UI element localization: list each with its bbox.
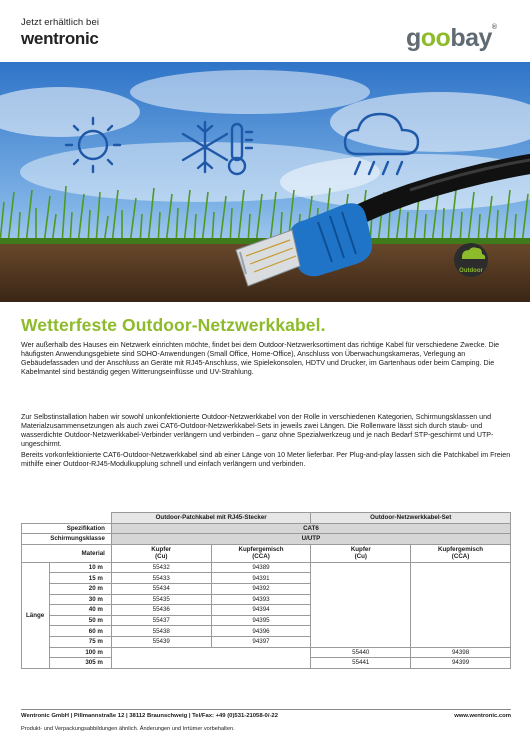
table-row: 305 m 55441 94399 (22, 658, 511, 669)
table-row: Länge 10 m 55432 94389 (22, 562, 511, 573)
material-cu-2: Kupfer (Cu) (311, 544, 411, 562)
availability-text: Jetzt erhältlich bei (21, 17, 100, 28)
table-row: 30 m 55435 94393 (22, 594, 511, 605)
goobay-logo: goobay® (406, 24, 497, 52)
col-header-patchkabel: Outdoor-Patchkabel mit RJ45-Stecker (111, 513, 311, 524)
table-row: 20 m 55434 94392 (22, 583, 511, 594)
intro-paragraph: Wer außerhalb des Hauses ein Netzwerk einrichten möchte, findet bei dem Outdoor-Netzwerksortiment das richtige Kabel für verschiedene Zwecke. Die häufigsten Anwendungsgebiete sind SOHO-Anwendungen (Small Office, Home-Office), Anschluss von Überwachungskameras, Verlegung an Gebäudefassaden und der Anschluss an Geräte mit RJ45-Anschluss, wie Spielekonsolen, HDTV und Drucker, im Gartenhaus oder beim Camping. Die Kabelmantel sind beständig gegen Witterungseinflüsse und UV-Strahlung. (21, 341, 500, 377)
material-cca-2: Kupfergemisch (CCA) (411, 544, 511, 562)
spec-value: CAT6 (111, 523, 510, 534)
preassembled-paragraph: Bereits vorkonfektionierte CAT6-Outdoor-Netzwerkkabel sind ab einer Länge von 10 Meter lieferbar. Per Plug-and-play lassen sich die Patchkabel im Freien mithilfe einer Outdoor-RJ45-Modulkupplung schnell und einfach verlängern und verbinden. (21, 451, 511, 469)
hero-image (0, 62, 530, 302)
footer-disclaimer: Produkt- und Verpackungsabbildungen ähnlich. Änderungen und Irrtümer vorbehalten. (21, 726, 235, 732)
header (0, 0, 530, 62)
footer-website: www.wentronic.com (454, 713, 511, 719)
footer-company: Wentronic GmbH | Pillmannstraße 12 | 38112 Braunschweig | Tel/Fax: +49 (0)531-21058-0/-22 (21, 713, 278, 719)
spec-label: Spezifikation (22, 523, 112, 534)
table-row: 75 m 55439 94397 (22, 636, 511, 647)
material-label: Material (22, 544, 112, 562)
footer-divider (21, 709, 511, 710)
col-header-kabelset: Outdoor-Netzwerkkabel-Set (311, 513, 511, 524)
table-row: 50 m 55437 94395 (22, 615, 511, 626)
installation-paragraph: Zur Selbstinstallation haben wir sowohl unkonfektionierte Outdoor-Netzwerkkabel von der Rolle in verschiedenen Kategorien, Schirmungsklassen und Materialzusammensetzungen als auch zwei CAT6-Outdoor-Netzwerkkabel-Sets in jeweils zwei Längen. Die Rollenware lässt sich durch staub- und wasserdichte Outdoor-Netzwerkkabel-Verbinder verlängern und verbinden – ganz ohne Spezialwerkzeug und je nach Bedarf STP-geschirmt und UTP-ungeschirmt. (21, 413, 494, 449)
outdoor-badge-label: Outdoor (459, 268, 483, 274)
material-cca-1: Kupfergemisch (CCA) (211, 544, 311, 562)
table-row: 40 m 55436 94394 (22, 605, 511, 616)
table-row: 60 m 55438 94396 (22, 626, 511, 637)
table-row: 100 m 55440 94398 (22, 647, 511, 658)
shield-label: Schirmungsklasse (22, 534, 112, 545)
page-title: Wetterfeste Outdoor-Netzwerkkabel. (21, 315, 326, 335)
spec-table (21, 512, 511, 669)
retailer-logo: wentronic (21, 29, 99, 48)
table-row: 15 m 55433 94391 (22, 573, 511, 584)
length-label: Länge (22, 562, 50, 668)
material-cu-1: Kupfer (Cu) (111, 544, 211, 562)
shield-value: U/UTP (111, 534, 510, 545)
